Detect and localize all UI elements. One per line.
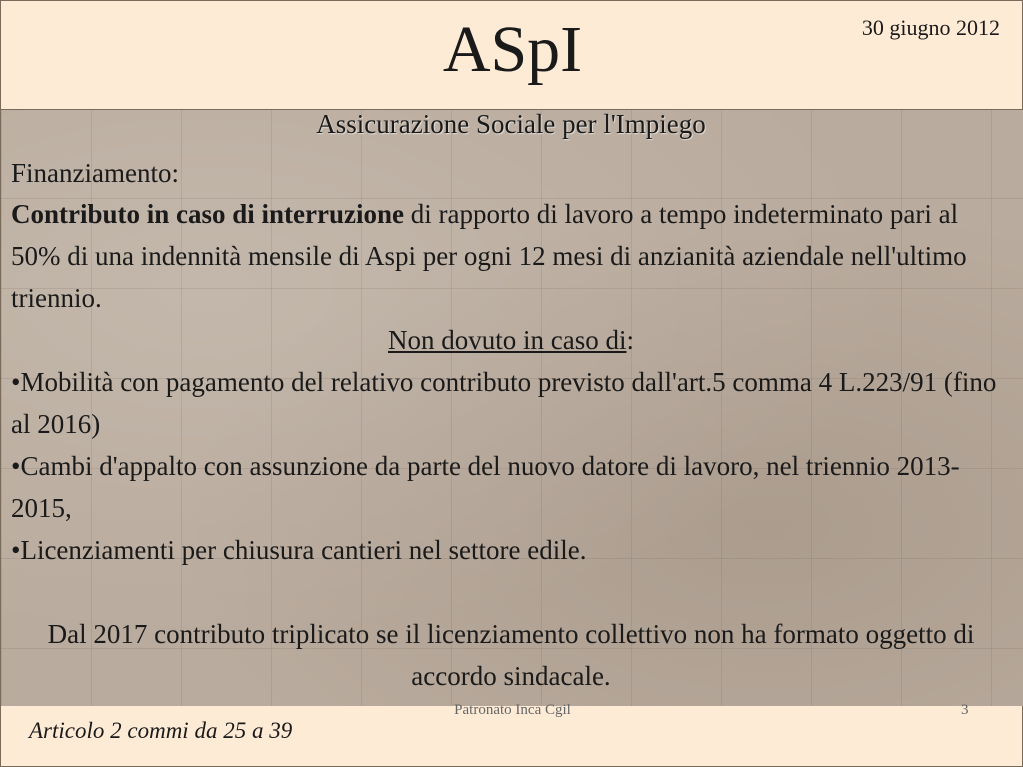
slide-subtitle: Assicurazione Sociale per l'Impiego <box>316 109 706 139</box>
footer-organization: Patronato Inca Cgil <box>454 702 571 718</box>
bullet-item: •Mobilità con pagamento del relativo contributo previsto dall'art.5 comma 4 L.223/91 (fino al 2016) <box>11 367 997 439</box>
contribution-text: di rapporto di lavoro a tempo indeterminato pari al 50% di una indennità mensile di Aspi per ogni 12 mesi di anzianità aziendale nell'ultimo triennio. <box>11 199 967 313</box>
section-heading: Finanziamento: <box>11 158 179 188</box>
slide-date: 30 giugno 2012 <box>861 15 1000 40</box>
page-number: 3 <box>961 702 969 718</box>
not-due-heading <box>11 319 1011 361</box>
not-due-label: Non dovuto in caso di <box>388 325 627 355</box>
slide-content <box>11 107 1011 697</box>
slide-title: ASpI <box>442 13 583 86</box>
bullet-item: •Cambi d'appalto con assunzione da parte del nuovo datore di lavoro, nel triennio 2013-2015, <box>11 451 960 523</box>
contribution-paragraph <box>11 193 1011 319</box>
not-due-colon: : <box>626 325 634 355</box>
footer-reference: Articolo 2 commi da 25 a 39 <box>29 718 293 743</box>
contribution-bold: Contributo in caso di interruzione <box>11 199 405 229</box>
spacer <box>11 571 1011 613</box>
closing-paragraph: Dal 2017 contributo triplicato se il licenziamento collettivo non ha formato oggetto di accordo sindacale. <box>47 619 975 691</box>
bullet-item: •Licenziamenti per chiusura cantieri nel settore edile. <box>11 535 587 565</box>
